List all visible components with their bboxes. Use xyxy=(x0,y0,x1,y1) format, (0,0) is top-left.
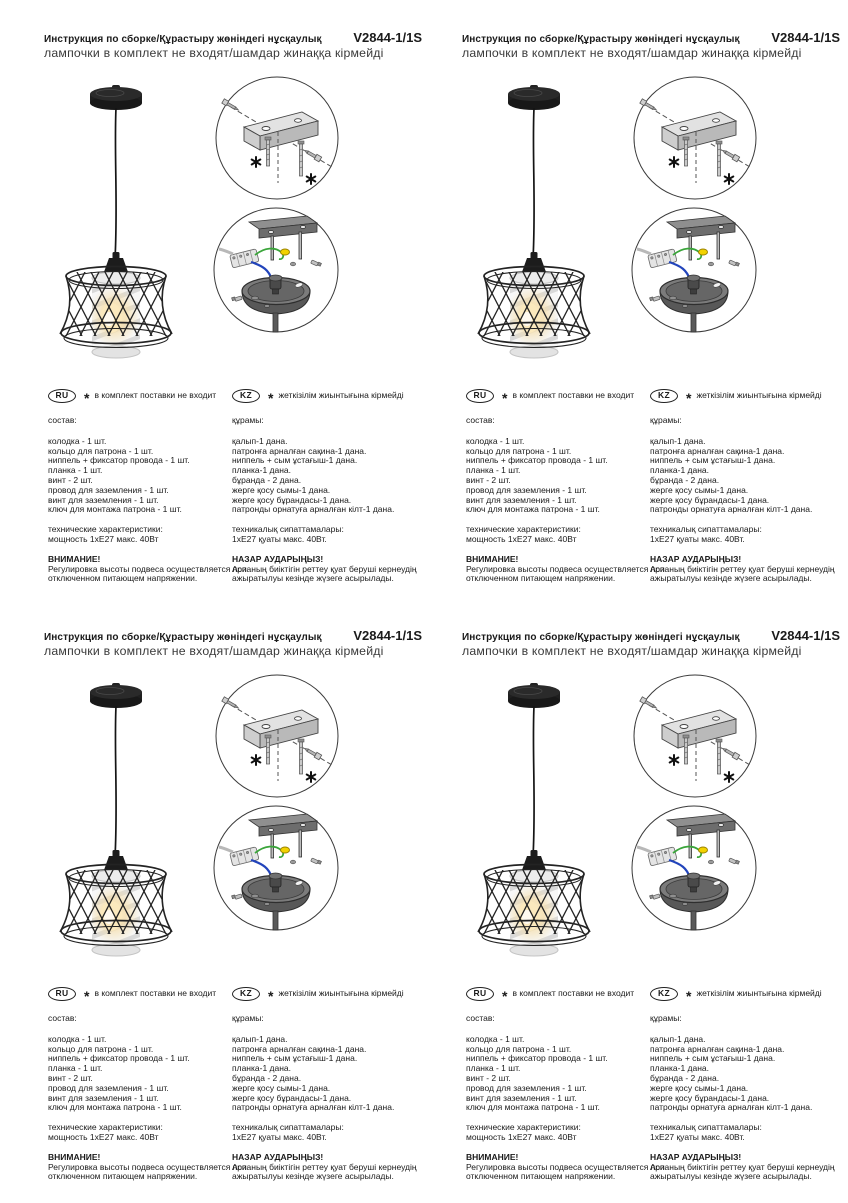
pendant-lamp-figure xyxy=(472,82,602,377)
suspension-cord xyxy=(115,108,116,259)
part-item: ключ для монтажа патрона - 1 шт. xyxy=(48,504,182,515)
kz-tech-specs xyxy=(650,1123,845,1143)
part-item: ниппель + фиксатор провода - 1 шт. xyxy=(466,1053,608,1064)
wiring-detail-figure xyxy=(629,205,759,335)
kz-language-badge: KZ xyxy=(650,987,678,1001)
pendant-lamp-figure xyxy=(54,82,184,377)
warning-text: Регулировка высоты подвеса осуществляется при отключенном питающем напряжении. xyxy=(466,1161,665,1182)
part-item: ниппель + сым ұстағыш-1 дана. xyxy=(650,1053,776,1064)
shade-holder-cone xyxy=(104,850,128,870)
part-item: бұранда - 2 дана. xyxy=(232,1072,302,1083)
earth-tag-yellow xyxy=(699,249,708,255)
sheet-header xyxy=(462,30,848,60)
ru-note: в комплект поставки не входит xyxy=(512,389,635,400)
asterisk-mark: * xyxy=(686,389,692,406)
pendant-lamp-figure xyxy=(472,680,602,975)
kz-parts-list xyxy=(232,437,427,515)
part-item: жерге қосу бұрандасы-1 дана. xyxy=(232,1092,352,1103)
kz-note: жеткізілім жиынтығына кірмейді xyxy=(696,987,822,998)
part-item: винт - 2 шт. xyxy=(466,474,511,485)
part-item: ключ для монтажа патрона - 1 шт. xyxy=(466,1102,600,1113)
part-item: планка-1 дана. xyxy=(232,1063,292,1074)
ceiling-canopy xyxy=(90,85,142,110)
part-item: қалып-1 дана. xyxy=(232,1033,288,1044)
part-item: планка - 1 шт. xyxy=(466,465,521,476)
sheet-slot-bottom-right xyxy=(462,628,848,1203)
ru-warning xyxy=(466,553,665,584)
asterisk-mark: * xyxy=(268,389,274,406)
part-item: колодка - 1 шт. xyxy=(48,1033,107,1044)
canopy-dish xyxy=(660,873,728,912)
warning-text: Аспаның биіктігін реттеу қуат беруші кернеудің ажыратылуы кезінде жүзеге асырылады. xyxy=(650,563,835,584)
tech-title: техникалық сипаттамалары: xyxy=(232,524,344,535)
part-item: патронды орнатуға арналған кілт-1 дана. xyxy=(232,504,395,515)
part-item: винт - 2 шт. xyxy=(48,474,93,485)
instruction-sheet xyxy=(44,628,436,1203)
ru-language-badge: RU xyxy=(48,389,76,403)
warning-title: НАЗАР АУДАРЫҢЫЗ! xyxy=(232,553,324,564)
part-item: патронға арналған сақина-1 дана. xyxy=(650,445,785,456)
part-item: бұранда - 2 дана. xyxy=(650,1072,720,1083)
part-item: патронды орнатуға арналған кілт-1 дана. xyxy=(232,1102,395,1113)
warning-title: ВНИМАНИЕ! xyxy=(48,1151,101,1162)
part-item: жерге қосу сымы-1 дана. xyxy=(650,484,749,495)
part-item: ключ для монтажа патрона - 1 шт. xyxy=(466,504,600,515)
ru-language-badge: RU xyxy=(466,389,494,403)
suspension-cord xyxy=(533,706,534,857)
part-item: планка - 1 шт. xyxy=(48,1063,103,1074)
tech-title: техникалық сипаттамалары: xyxy=(232,1122,344,1133)
small-nut xyxy=(290,860,295,864)
earth-tag-yellow xyxy=(281,847,290,853)
ru-note: в комплект поставки не входит xyxy=(512,987,635,998)
hanging-rod xyxy=(691,911,696,930)
ru-parts-list xyxy=(48,1035,243,1113)
kz-language-badge: KZ xyxy=(232,987,260,1001)
canopy-dish xyxy=(242,873,310,912)
instruction-sheet xyxy=(462,628,848,1203)
sheet-slot-top-right xyxy=(462,30,848,605)
part-item: провод для заземления - 1 шт. xyxy=(466,484,587,495)
kz-warning xyxy=(232,555,427,584)
small-nut xyxy=(708,860,713,864)
ru-parts-list xyxy=(48,437,243,515)
ru-parts-list xyxy=(466,437,661,515)
tech-value: 1хЕ27 қуаты макс. 40Вт. xyxy=(650,533,745,544)
kz-language-badge: KZ xyxy=(650,389,678,403)
asterisk-mark: * xyxy=(84,987,90,1004)
part-item: планка - 1 шт. xyxy=(466,1063,521,1074)
earth-tag-yellow xyxy=(281,249,290,255)
warning-text: Аспаның биіктігін реттеу қуат беруші кернеудің ажыратылуы кезінде жүзеге асырылады. xyxy=(232,1161,417,1182)
part-item: колодка - 1 шт. xyxy=(466,1033,525,1044)
part-item: ниппель + сым ұстағыш-1 дана. xyxy=(650,455,776,466)
small-nut xyxy=(708,262,713,266)
kz-note: жеткізілім жиынтығына кірмейді xyxy=(696,389,822,400)
tech-title: техникалық сипаттамалары: xyxy=(650,524,762,535)
sheet-subtitle: лампочки в комплект не входят/шамдар жинаққа кірмейді xyxy=(44,644,384,658)
sheet-slot-bottom-left xyxy=(44,628,436,1203)
tech-value: мощность 1хЕ27 макс. 40Вт xyxy=(48,1131,159,1142)
kz-note: жеткізілім жиынтығына кірмейді xyxy=(278,987,404,998)
kz-warning xyxy=(650,555,845,584)
part-item: колодка - 1 шт. xyxy=(48,435,107,446)
kz-parts-list xyxy=(650,1035,845,1113)
warning-text: Регулировка высоты подвеса осуществляется при отключенном питающем напряжении. xyxy=(466,563,665,584)
part-item: қалып-1 дана. xyxy=(232,435,288,446)
part-item: винт для заземления - 1 шт. xyxy=(48,1092,159,1103)
warning-title: НАЗАР АУДАРЫҢЫЗ! xyxy=(650,553,742,564)
column-kz xyxy=(650,986,845,1182)
asterisk-mark: * xyxy=(268,987,274,1004)
bracket-detail-figure xyxy=(632,673,758,799)
part-item: жерге қосу сымы-1 дана. xyxy=(232,484,331,495)
tech-value: 1хЕ27 қуаты макс. 40Вт. xyxy=(232,1131,327,1142)
ru-list-title: состав: xyxy=(48,415,77,425)
part-item: патронға арналған сақина-1 дана. xyxy=(232,1043,367,1054)
sheet-slot-top-left xyxy=(44,30,436,605)
kz-tech-specs xyxy=(232,525,427,545)
warning-title: НАЗАР АУДАРЫҢЫЗ! xyxy=(232,1151,324,1162)
part-item: планка-1 дана. xyxy=(650,465,710,476)
part-item: патронға арналған сақина-1 дана. xyxy=(232,445,367,456)
warning-text: Аспаның биіктігін реттеу қуат беруші кернеудің ажыратылуы кезінде жүзеге асырылады. xyxy=(232,563,417,584)
pendant-lamp-figure xyxy=(54,680,184,975)
ru-language-badge: RU xyxy=(466,987,494,1001)
ru-parts-list xyxy=(466,1035,661,1113)
kz-list-title: құрамы: xyxy=(232,1013,264,1023)
wiring-detail-figure xyxy=(629,803,759,933)
column-kz xyxy=(232,388,427,584)
tech-title: технические характеристики: xyxy=(466,524,581,535)
sheet-subtitle: лампочки в комплект не входят/шамдар жинаққа кірмейді xyxy=(44,46,384,60)
shade-holder-cone xyxy=(522,252,546,272)
canopy-dish xyxy=(660,275,728,314)
part-item: жерге қосу бұрандасы-1 дана. xyxy=(232,494,352,505)
tech-title: технические характеристики: xyxy=(466,1122,581,1133)
part-item: жерге қосу сымы-1 дана. xyxy=(232,1082,331,1093)
part-item: ниппель + фиксатор провода - 1 шт. xyxy=(466,455,608,466)
suspension-cord xyxy=(115,706,116,857)
part-item: бұранда - 2 дана. xyxy=(650,474,720,485)
small-nut xyxy=(290,262,295,266)
tech-value: 1хЕ27 қуаты макс. 40Вт. xyxy=(650,1131,745,1142)
ru-warning xyxy=(48,1151,247,1182)
warning-title: ВНИМАНИЕ! xyxy=(466,553,519,564)
ceiling-canopy xyxy=(508,683,560,708)
wiring-detail-figure xyxy=(211,205,341,335)
asterisk-mark: * xyxy=(502,389,508,406)
part-item: ниппель + сым ұстағыш-1 дана. xyxy=(232,455,358,466)
ru-list-title: состав: xyxy=(466,1013,495,1023)
suspension-cord xyxy=(533,108,534,259)
sheet-header xyxy=(462,628,848,658)
sheet-subtitle: лампочки в комплект не входят/шамдар жинаққа кірмейді xyxy=(462,644,802,658)
warning-title: ВНИМАНИЕ! xyxy=(48,553,101,564)
asterisk-mark: * xyxy=(84,389,90,406)
part-item: винт для заземления - 1 шт. xyxy=(466,494,577,505)
part-item: патронға арналған сақина-1 дана. xyxy=(650,1043,785,1054)
tech-value: мощность 1хЕ27 макс. 40Вт xyxy=(48,533,159,544)
part-item: бұранда - 2 дана. xyxy=(232,474,302,485)
part-item: колодка - 1 шт. xyxy=(466,435,525,446)
part-item: провод для заземления - 1 шт. xyxy=(48,1082,169,1093)
part-item: қалып-1 дана. xyxy=(650,435,706,446)
asterisk-mark: * xyxy=(686,987,692,1004)
part-item: винт - 2 шт. xyxy=(466,1072,511,1083)
kz-list-title: құрамы: xyxy=(650,415,682,425)
part-item: винт для заземления - 1 шт. xyxy=(466,1092,577,1103)
part-item: провод для заземления - 1 шт. xyxy=(466,1082,587,1093)
ru-tech-specs xyxy=(466,525,661,545)
sheet-subtitle: лампочки в комплект не входят/шамдар жинаққа кірмейді xyxy=(462,46,802,60)
part-item: винт для заземления - 1 шт. xyxy=(48,494,159,505)
part-item: кольцо для патрона - 1 шт. xyxy=(48,445,154,456)
ru-tech-specs xyxy=(48,1123,243,1143)
tech-value: мощность 1хЕ27 макс. 40Вт xyxy=(466,1131,577,1142)
earth-tag-yellow xyxy=(699,847,708,853)
model-number: V2844-1/1S xyxy=(353,30,422,45)
sheet-title: Инструкция по сборке/Құрастыру жөніндегі нұсқаулық xyxy=(462,632,740,643)
warning-title: ВНИМАНИЕ! xyxy=(466,1151,519,1162)
asterisk-mark: * xyxy=(502,987,508,1004)
kz-warning xyxy=(650,1153,845,1182)
tech-title: технические характеристики: xyxy=(48,1122,163,1133)
ceiling-canopy xyxy=(508,85,560,110)
kz-parts-list xyxy=(650,437,845,515)
ru-warning xyxy=(466,1151,665,1182)
instruction-sheet xyxy=(462,30,848,605)
ru-note: в комплект поставки не входит xyxy=(94,389,217,400)
kz-list-title: құрамы: xyxy=(650,1013,682,1023)
ru-warning xyxy=(48,553,247,584)
ru-note: в комплект поставки не входит xyxy=(94,987,217,998)
instruction-sheet xyxy=(44,30,436,605)
hanging-rod xyxy=(273,911,278,930)
tech-title: техникалық сипаттамалары: xyxy=(650,1122,762,1133)
bracket-detail-figure xyxy=(632,75,758,201)
part-item: планка - 1 шт. xyxy=(48,465,103,476)
kz-parts-list xyxy=(232,1035,427,1113)
kz-list-title: құрамы: xyxy=(232,415,264,425)
ru-tech-specs xyxy=(466,1123,661,1143)
part-item: қалып-1 дана. xyxy=(650,1033,706,1044)
part-item: ниппель + сым ұстағыш-1 дана. xyxy=(232,1053,358,1064)
ru-tech-specs xyxy=(48,525,243,545)
sheet-title: Инструкция по сборке/Құрастыру жөніндегі нұсқаулық xyxy=(462,34,740,45)
column-kz xyxy=(232,986,427,1182)
column-kz xyxy=(650,388,845,584)
wiring-detail-figure xyxy=(211,803,341,933)
sheet-header xyxy=(44,628,436,658)
part-item: кольцо для патрона - 1 шт. xyxy=(466,1043,572,1054)
part-item: планка-1 дана. xyxy=(232,465,292,476)
shade-holder-cone xyxy=(104,252,128,272)
warning-text: Регулировка высоты подвеса осуществляется при отключенном питающем напряжении. xyxy=(48,1161,247,1182)
canopy-dish xyxy=(242,275,310,314)
ru-list-title: состав: xyxy=(466,415,495,425)
part-item: жерге қосу бұрандасы-1 дана. xyxy=(650,494,770,505)
part-item: винт - 2 шт. xyxy=(48,1072,93,1083)
bracket-detail-figure xyxy=(214,75,340,201)
kz-tech-specs xyxy=(650,525,845,545)
sheet-title: Инструкция по сборке/Құрастыру жөніндегі нұсқаулық xyxy=(44,34,322,45)
tech-value: мощность 1хЕ27 макс. 40Вт xyxy=(466,533,577,544)
kz-warning xyxy=(232,1153,427,1182)
ceiling-canopy xyxy=(90,683,142,708)
sheet-header xyxy=(44,30,436,60)
part-item: жерге қосу сымы-1 дана. xyxy=(650,1082,749,1093)
part-item: ниппель + фиксатор провода - 1 шт. xyxy=(48,1053,190,1064)
part-item: жерге қосу бұрандасы-1 дана. xyxy=(650,1092,770,1103)
part-item: планка-1 дана. xyxy=(650,1063,710,1074)
kz-tech-specs xyxy=(232,1123,427,1143)
hanging-rod xyxy=(273,313,278,332)
model-number: V2844-1/1S xyxy=(353,628,422,643)
tech-value: 1хЕ27 қуаты макс. 40Вт. xyxy=(232,533,327,544)
part-item: ключ для монтажа патрона - 1 шт. xyxy=(48,1102,182,1113)
part-item: патронды орнатуға арналған кілт-1 дана. xyxy=(650,504,813,515)
warning-text: Аспаның биіктігін реттеу қуат беруші кернеудің ажыратылуы кезінде жүзеге асырылады. xyxy=(650,1161,835,1182)
kz-language-badge: KZ xyxy=(232,389,260,403)
bracket-detail-figure xyxy=(214,673,340,799)
sheet-title: Инструкция по сборке/Құрастыру жөніндегі нұсқаулық xyxy=(44,632,322,643)
model-number: V2844-1/1S xyxy=(771,30,840,45)
hanging-rod xyxy=(691,313,696,332)
part-item: ниппель + фиксатор провода - 1 шт. xyxy=(48,455,190,466)
part-item: кольцо для патрона - 1 шт. xyxy=(466,445,572,456)
ru-language-badge: RU xyxy=(48,987,76,1001)
kz-note: жеткізілім жиынтығына кірмейді xyxy=(278,389,404,400)
ru-list-title: состав: xyxy=(48,1013,77,1023)
shade-holder-cone xyxy=(522,850,546,870)
warning-text: Регулировка высоты подвеса осуществляется при отключенном питающем напряжении. xyxy=(48,563,247,584)
part-item: кольцо для патрона - 1 шт. xyxy=(48,1043,154,1054)
part-item: патронды орнатуға арналған кілт-1 дана. xyxy=(650,1102,813,1113)
tech-title: технические характеристики: xyxy=(48,524,163,535)
part-item: провод для заземления - 1 шт. xyxy=(48,484,169,495)
model-number: V2844-1/1S xyxy=(771,628,840,643)
warning-title: НАЗАР АУДАРЫҢЫЗ! xyxy=(650,1151,742,1162)
